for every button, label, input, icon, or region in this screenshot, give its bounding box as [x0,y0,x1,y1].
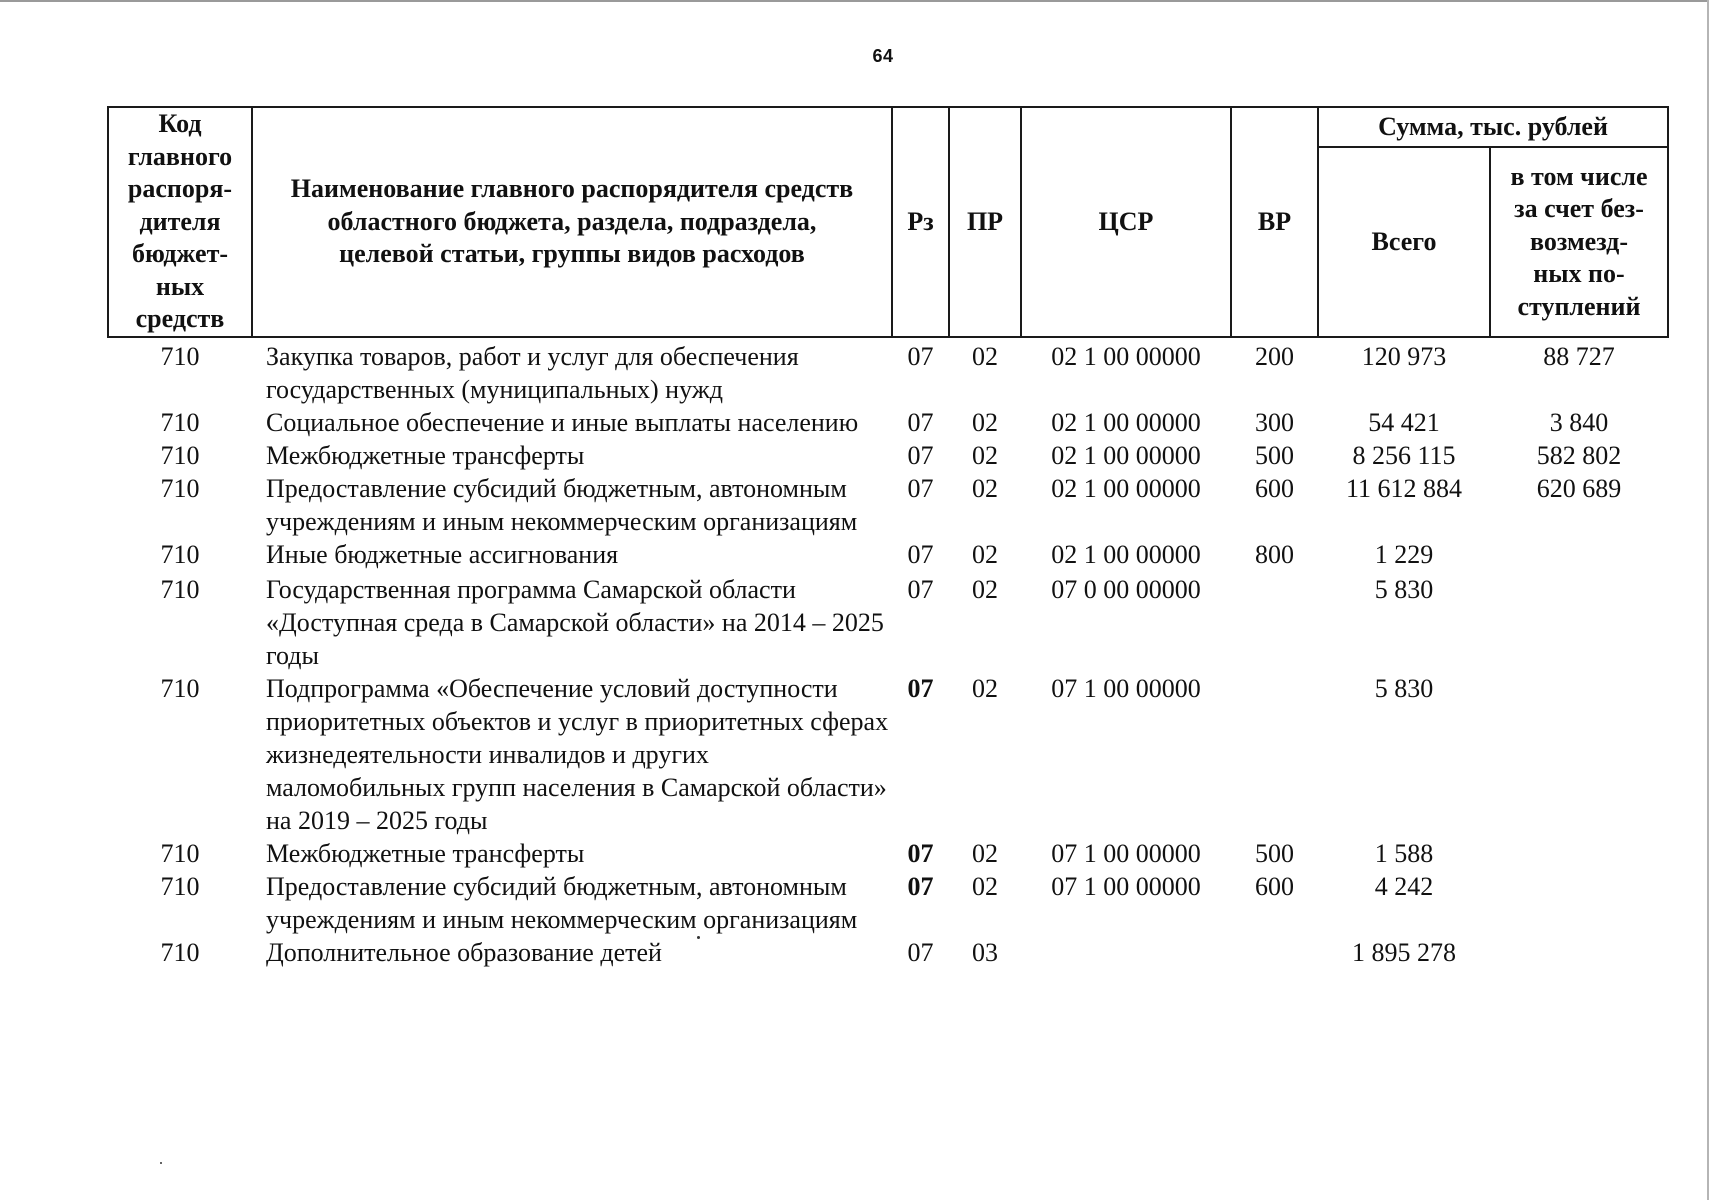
cell-vr: 600 [1255,871,1294,901]
cell-free: 3 840 [1549,407,1609,437]
cell-code: 710 [160,341,200,371]
scan-speck [697,936,700,939]
cell-vr: 200 [1255,341,1294,371]
cell-csr: 02 1 00 00000 [1051,407,1201,437]
header-name: Наименование главного распорядителя средств областного бюджета, раздела, подраздела, целевой статьи, группы видов расходов [252,107,892,337]
cell-code: 710 [160,574,200,604]
cell-pr: 02 [972,574,998,604]
cell-csr: 02 1 00 00000 [1051,539,1201,569]
table-row [108,337,1668,406]
cell-csr: 07 1 00 00000 [1051,838,1201,868]
cell-pr: 03 [972,937,998,967]
cell-free: 88 727 [1543,341,1615,371]
cell-pr: 02 [972,407,998,437]
cell-free [1490,870,1668,936]
scan-edge-top [0,0,1709,2]
cell-total: 54 421 [1368,407,1440,437]
cell-rz: 07 [907,473,934,503]
header-code: Код главного распоря- дителя бюджет- ных средств [108,107,252,337]
table-header [108,107,1668,337]
cell-csr: 07 1 00 00000 [1051,673,1201,703]
cell-free [1490,571,1668,672]
cell-total: 1 588 [1374,838,1434,868]
cell-vr [1231,571,1318,672]
cell-rz: 07 [907,673,934,703]
table-row [108,936,1668,969]
header-sum-group: Сумма, тыс. рублей [1318,107,1668,147]
cell-name: Предоставление субсидий бюджетным, автономным учреждениям и иным некоммерческим организациям [266,473,858,536]
cell-csr [1021,936,1231,969]
cell-free [1490,672,1668,837]
cell-rz: 07 [907,440,934,470]
page-number: 64 [872,46,894,66]
cell-code: 710 [160,673,200,703]
cell-rz: 07 [907,574,934,604]
cell-free: 582 802 [1536,440,1622,470]
cell-rz: 07 [907,407,934,437]
cell-code: 710 [160,440,200,470]
table-row [108,472,1668,538]
cell-rz: 07 [907,871,934,901]
cell-name: Предоставление субсидий бюджетным, автономным учреждениям и иным некоммерческим организациям [266,871,858,934]
budget-table [107,106,1669,969]
table-row [108,571,1668,672]
cell-vr: 800 [1255,539,1294,569]
cell-pr: 02 [972,673,998,703]
table-row [108,837,1668,870]
cell-free [1490,538,1668,571]
cell-free [1490,837,1668,870]
cell-name: Подпрограмма «Обеспечение условий доступности приоритетных объектов и услуг в приоритетных сферах жизнедеятельности инвалидов и других маломобильных групп населения в Самарской области» на 2019 – 2025 годы [266,673,889,835]
cell-vr [1231,936,1318,969]
cell-rz: 07 [907,838,934,868]
cell-csr: 02 1 00 00000 [1051,341,1201,371]
table-row [108,870,1668,936]
cell-vr: 300 [1255,407,1294,437]
cell-code: 710 [160,838,200,868]
cell-name: Государственная программа Самарской области «Доступная среда в Самарской области» на 2014 – 2025 годы [266,574,884,670]
header-csr: ЦСР [1021,107,1231,337]
cell-code: 710 [160,407,200,437]
scan-speck [160,1162,162,1164]
cell-vr [1231,672,1318,837]
cell-vr: 500 [1255,838,1294,868]
cell-total: 8 256 115 [1352,440,1456,470]
cell-csr: 02 1 00 00000 [1051,440,1201,470]
cell-pr: 02 [972,440,998,470]
table-row [108,439,1668,472]
cell-pr: 02 [972,539,998,569]
cell-total: 1 229 [1374,539,1434,569]
table-row [108,672,1668,837]
cell-vr: 600 [1255,473,1294,503]
table-body [108,337,1668,969]
cell-pr: 02 [972,838,998,868]
cell-pr: 02 [972,473,998,503]
cell-code: 710 [160,871,200,901]
cell-name: Иные бюджетные ассигнования [266,539,619,569]
cell-total: 4 242 [1374,871,1434,901]
cell-name: Межбюджетные трансферты [266,838,585,868]
cell-name: Закупка товаров, работ и услуг для обеспечения государственных (муниципальных) нужд [266,341,799,404]
cell-name: Межбюджетные трансферты [266,440,585,470]
cell-pr: 02 [972,341,998,371]
cell-rz: 07 [907,937,934,967]
table-row [108,538,1668,571]
cell-name: Дополнительное образование детей [266,937,662,967]
header-total: Всего [1318,147,1490,337]
header-free: в том числе за счет без- возмезд- ных по- ступлений [1490,147,1668,337]
cell-vr: 500 [1255,440,1294,470]
cell-pr: 02 [972,871,998,901]
cell-total: 120 973 [1361,341,1447,371]
table-row [108,406,1668,439]
cell-free: 620 689 [1536,473,1622,503]
cell-total: 11 612 884 [1345,473,1463,503]
cell-total: 1 895 278 [1352,937,1456,967]
cell-name: Социальное обеспечение и иные выплаты населению [266,407,859,437]
cell-csr: 07 1 00 00000 [1051,871,1201,901]
header-rz: Рз [892,107,949,337]
cell-csr: 02 1 00 00000 [1051,473,1201,503]
cell-rz: 07 [907,341,934,371]
cell-free [1490,936,1668,969]
header-pr: ПР [949,107,1021,337]
cell-code: 710 [160,937,200,967]
cell-csr: 07 0 00 00000 [1051,574,1201,604]
header-vr: ВР [1231,107,1318,337]
cell-rz: 07 [907,539,934,569]
cell-code: 710 [160,473,200,503]
cell-total: 5 830 [1374,574,1434,604]
cell-total: 5 830 [1374,673,1434,703]
cell-code: 710 [160,539,200,569]
